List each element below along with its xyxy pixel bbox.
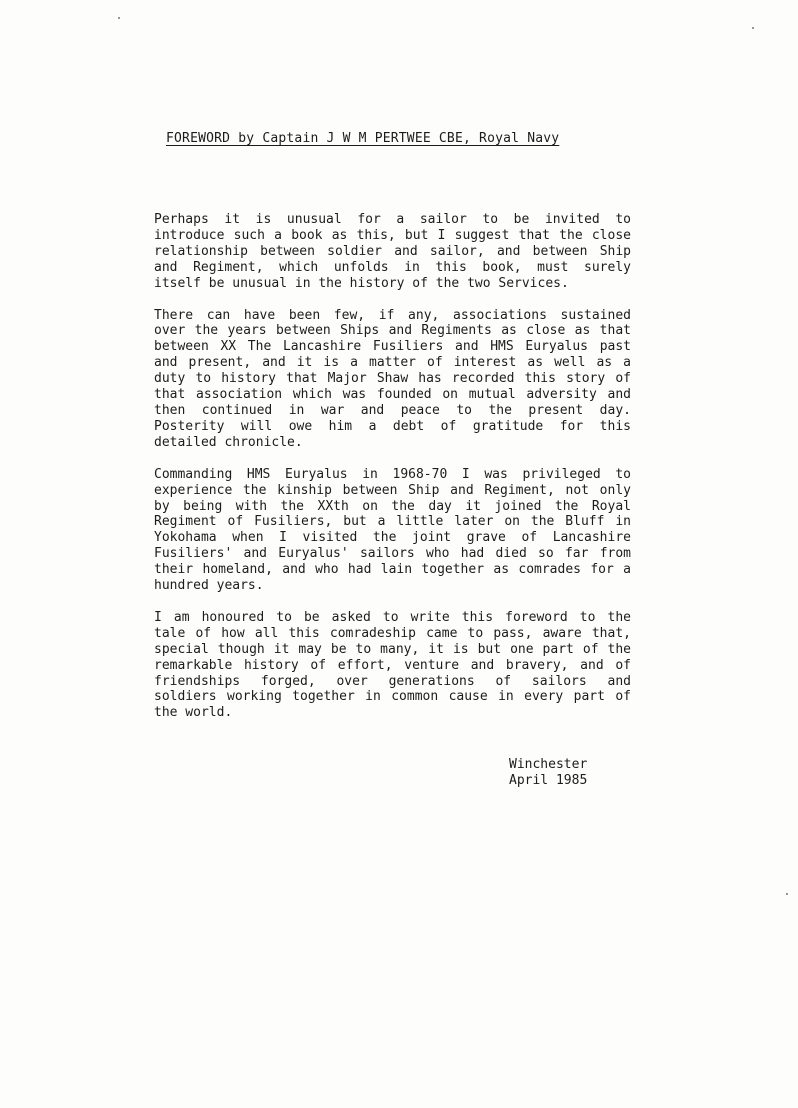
text-line: Posterity will owe him a debt of gratitude for this [154, 418, 631, 434]
text-line: detailed chronicle. [154, 434, 303, 450]
text-line: I am honoured to be asked to write this foreword to the [154, 609, 631, 625]
signoff-date: April 1985 [509, 773, 588, 788]
text-line: experience the kinship between Ship and Regiment, not only [154, 482, 631, 498]
text-line: by being with the XXth on the day it joined the Royal [154, 498, 631, 514]
signoff [509, 757, 587, 789]
text-line: Fusiliers' and Euryalus' sailors who had died so far from [154, 546, 631, 562]
scan-speck [786, 893, 788, 895]
foreword-body [154, 212, 631, 737]
signoff-place: Winchester [509, 757, 588, 772]
text-line: then continued in war and peace to the present day. [154, 402, 631, 418]
text-line: special though it may be to many, it is but one part of the [154, 641, 631, 657]
text-line: the world. [154, 705, 233, 721]
scan-speck [118, 17, 120, 19]
scan-speck [752, 27, 754, 29]
paragraph-2 [154, 308, 631, 451]
text-line: and Regiment, which unfolds in this book, must surely [154, 259, 631, 275]
text-line: their homeland, and who had lain together as comrades for a [154, 562, 631, 578]
text-line: Yokohama when I visited the joint grave of Lancashire [154, 530, 631, 546]
text-line: introduce such a book as this, but I suggest that the close [154, 227, 631, 243]
text-line: remarkable history of effort, venture and bravery, and of [154, 657, 631, 673]
text-line: hundred years. [154, 578, 264, 594]
text-line: and present, and it is a matter of interest as well as a [154, 355, 631, 371]
paragraph-4 [154, 610, 631, 721]
text-line: Commanding HMS Euryalus in 1968-70 I was privileged to [154, 466, 631, 482]
page-title: FOREWORD by Captain J W M PERTWEE CBE, Royal Navy [166, 131, 560, 146]
text-line: itself be unusual in the history of the two Services. [154, 275, 569, 291]
paragraph-3 [154, 467, 631, 594]
text-line: over the years between Ships and Regiments as close as that [154, 323, 631, 339]
text-line: There can have been few, if any, associations sustained [154, 307, 631, 323]
text-line: friendships forged, over generations of sailors and [154, 673, 631, 689]
text-line: relationship between soldier and sailor, and between Ship [154, 243, 631, 259]
text-line: Perhaps it is unusual for a sailor to be invited to [154, 212, 631, 227]
paragraph-1 [154, 212, 631, 292]
text-line: soldiers working together in common cause in every part of [154, 689, 631, 705]
text-line: tale of how all this comradeship came to pass, aware that, [154, 625, 631, 641]
text-line: that association which was founded on mutual adversity and [154, 387, 631, 403]
text-line: between XX The Lancashire Fusiliers and HMS Euryalus past [154, 339, 631, 355]
text-line: duty to history that Major Shaw has recorded this story of [154, 371, 631, 387]
text-line: Regiment of Fusiliers, but a little later on the Bluff in [154, 514, 631, 530]
